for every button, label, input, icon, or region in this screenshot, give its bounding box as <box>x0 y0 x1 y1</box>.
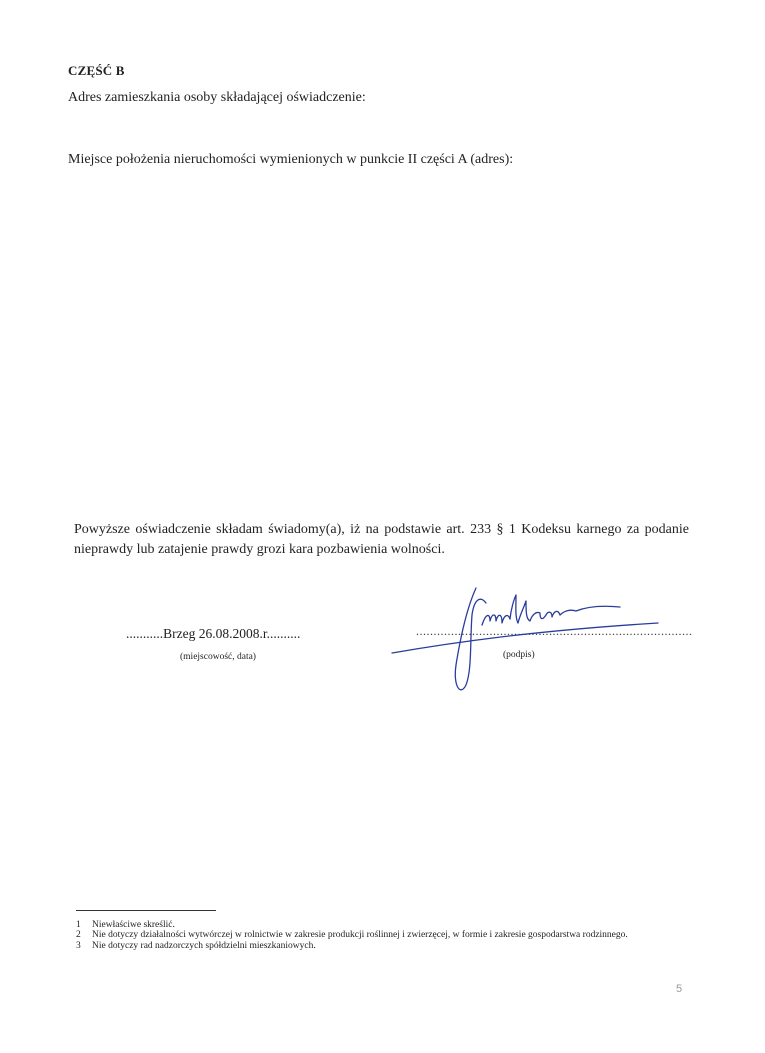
place-date-value: ...........Brzeg 26.08.2008.r.......... <box>126 626 301 641</box>
footnote-divider <box>76 910 216 911</box>
footnote-number: 2 <box>76 930 81 940</box>
section-title: CZĘŚĆ B <box>68 63 125 78</box>
declaration-statement: Powyższe oświadczenie składam świadomy(a), iż na podstawie art. 233 § 1 Kodeksu karnego za podanie nieprawdy lub zatajenie prawdy grozi kara pozbawienia wolności. <box>74 522 689 557</box>
footnote-3 <box>76 941 316 951</box>
signature-caption: (podpis) <box>503 650 535 660</box>
residence-address-label: Adres zamieszkania osoby składającej oświadczenie: <box>68 90 366 105</box>
footnote-1 <box>76 920 175 930</box>
signature-dotted-line: ............................................................................... <box>416 624 693 638</box>
footnote-number: 3 <box>76 941 81 951</box>
handwritten-signature <box>390 585 665 700</box>
property-location-label: Miejsce położenia nieruchomości wymienionych w punkcie II części A (adres): <box>68 152 514 167</box>
footnote-text: Niewłaściwe skreślić. <box>92 920 175 930</box>
footnote-text: Nie dotyczy działalności wytwórczej w rolnictwie w zakresie produkcji roślinnej i zwierzęcej, w formie i zakresie gospodarstwa rodzinnego. <box>92 930 628 940</box>
footnote-number: 1 <box>76 920 81 930</box>
page-number: 5 <box>676 983 683 995</box>
place-date-caption: (miejscowość, data) <box>180 652 256 662</box>
footnote-2 <box>76 930 628 940</box>
footnote-text: Nie dotyczy rad nadzorczych spółdzielni mieszkaniowych. <box>92 941 316 951</box>
